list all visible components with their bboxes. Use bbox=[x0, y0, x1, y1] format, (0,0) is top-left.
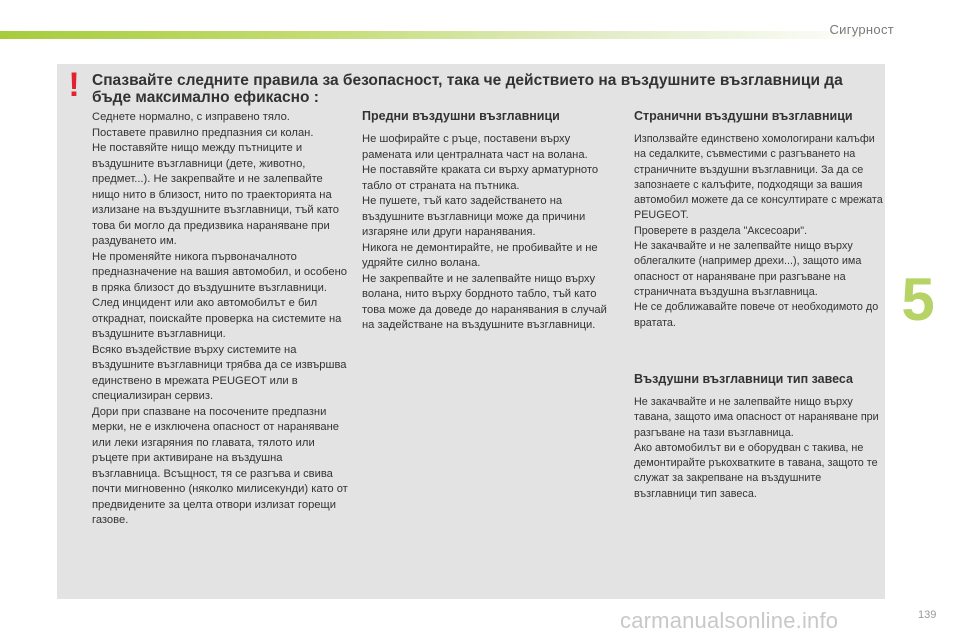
section-title: Сигурност bbox=[829, 22, 894, 37]
main-heading: Спазвайте следните правила за безопасност, така че действието на въздушните възглавници да бъде максимално ефикасно : bbox=[92, 72, 843, 106]
watermark: carmanualsonline.info bbox=[620, 608, 839, 633]
side-airbags-title: Странични въздушни възглавници bbox=[634, 109, 853, 123]
chapter-number: 5 bbox=[901, 266, 935, 333]
curtain-airbags-title: Въздушни възглавници тип завеса bbox=[634, 372, 853, 386]
general-rules-text: Седнете нормално, с изправено тяло. Поставете правилно предпазния си колан. Не поставяйте нищо между пътниците и въздушните възглавници (дете, животно, предмет...). Не закрепвайте и не залепвайте нищо нито в близост, нито по траекторията на излизане на въздушните възглавници, тъй като това би могло да предизвика нараняване при раздуването им. Не променяйте никога първоначалното предназначение на вашия автомобил, и особено в пряка близост до въздушните възглавници. След инцидент или ако автомобилът е бил откраднат, поискайте проверка на системите на въздушните възглавници. Всяко въздействие върху системите на въздушните възглавници трябва да се извършва единствено в мрежата PEUGEOT или в специализиран сервиз. Дори при спазване на посочените предпазни мерки, не е изключена опасност от нараняване или леки изгаряния по главата, тялото или ръцете при активиране на въздушна възглавница. Всъщност, тя се разгъва и свива почти мигновенно (няколко милисекунди) като от предвидените за целта отвори излизат горещи газове. bbox=[92, 111, 348, 526]
warning-icon: ! bbox=[68, 66, 80, 104]
side-airbags-text: Използвайте единствено хомологирани калъфи на седалките, съвместими с разгъването на страничните въздушни възглавници. За да се запознаете с калъфите, подходящи за вашия автомобил можете да се консултирате с мрежата PEUGEOT. Проверете в раздела "Аксесоари". Не закачвайте и не залепвайте нищо върху облегалките (например дрехи...), защото има опасност от нараняване при разгъване на страничната въздушна възглавница. Не се доближавайте повече от необходимото до вратата. bbox=[634, 133, 883, 329]
page-number: 139 bbox=[918, 609, 937, 621]
front-airbags-text: Не шофирайте с ръце, поставени върху рамената или централната част на волана. Не поставяйте краката си върху арматурното табло от страната на пътника. Не пушете, тъй като задействането на въздушните възглавници може да причини изгаряне или други наранявания. Никога не демонтирайте, не пробивайте и не удряйте силно волана. Не закрепвайте и не залепвайте нищо върху волана, нито върху бордното табло, тъй като това може да доведе до наранявания в случай на задействане на въздушните възглавници. bbox=[362, 133, 607, 331]
header-accent-bar bbox=[0, 31, 880, 39]
front-airbags-title: Предни въздушни възглавници bbox=[362, 109, 560, 123]
curtain-airbags-text: Не закачвайте и не залепвайте нищо върху тавана, защото има опасност от нараняване при разгъване на тази възглавница. Ако автомобилът ви е оборудван с такива, не демонтирайте ръкохватките в тавана, защото те служат за закрепване на въздушните възглавници тип завеса. bbox=[634, 396, 879, 500]
